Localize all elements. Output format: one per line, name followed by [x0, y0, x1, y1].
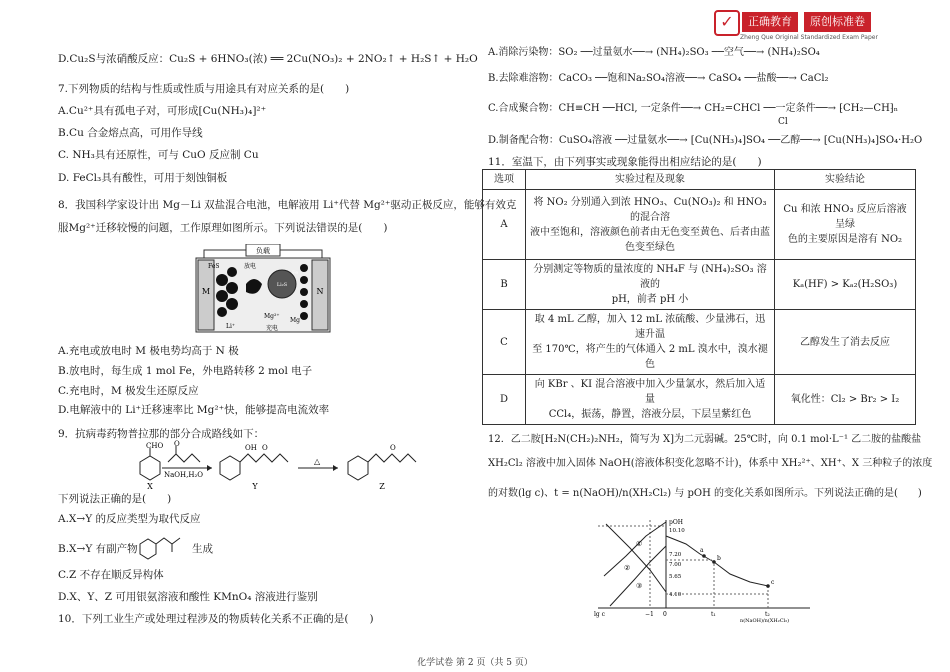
load-label: 负载 — [256, 247, 270, 255]
q9-option-d: D.X、Y、Z 可用银氨溶液和酸性 KMnO₄ 溶液进行鉴别 — [58, 591, 318, 603]
battery-diagram — [186, 244, 340, 336]
x-axis-right-label: n(NaOH)/n(XH₂Cl₂) — [740, 618, 790, 624]
conclusion-line: 色的主要原因是溶有 NO₂ — [787, 234, 903, 245]
xtick-minus1: −1 — [645, 611, 654, 618]
ytick-10-10: 10.10 — [669, 528, 685, 534]
row-process — [526, 260, 775, 310]
electrode-m-label: M — [201, 287, 211, 296]
process-line: pH，前者 pH 小 — [611, 294, 689, 305]
point-a-label: a — [700, 547, 704, 554]
q7-option-c: C. NH₃具有还原性，可与 CuO 反应制 Cu — [58, 149, 259, 161]
point-c-label: c — [771, 579, 775, 586]
x-axis-left-label: lg c — [594, 611, 606, 618]
q10-option-c-cl: Cl — [778, 117, 788, 127]
q10-stem: 10．下列工业生产或处理过程涉及的物质转化关系不正确的是( ) — [58, 613, 374, 625]
electrode-n-label: N — [316, 287, 324, 296]
q6-option-d: D.Cu₂S与浓硝酸反应：Cu₂S + 6HNO₃(浓) ══ 2Cu(NO₃)₂ + 2NO₂↑ + H₂S↑ + H₂O — [58, 53, 478, 65]
z-label: Z — [379, 482, 385, 490]
q9-stem: 9．抗病毒药物普拉那的部分合成路线如下： — [58, 428, 265, 440]
page-footer: 化学试卷 第 2 页（共 5 页） — [417, 658, 533, 668]
row-option: D — [483, 375, 526, 425]
q9-option-a: A.X→Y 的反应类型为取代反应 — [58, 513, 201, 525]
conclusion-line: Kₐ(HF) > Kₐ₂(H₂SO₃) — [792, 279, 898, 290]
synthesis-route — [120, 440, 490, 490]
q9-option-b-prefix: B.X→Y 有副产物 — [58, 543, 138, 555]
logo-subtitle: Zheng Que Original Standardized Exam Paper — [740, 34, 878, 41]
table-row — [483, 310, 916, 375]
fes-label: FeS — [208, 263, 220, 270]
row-conclusion — [775, 190, 916, 260]
li-ion-label: Li⁺ — [226, 323, 236, 330]
row-conclusion — [775, 260, 916, 310]
q8-stem-line2: 服Mg²⁺迁移较慢的问题，工作原理如图所示。下列说法错误的是( ) — [58, 222, 388, 234]
curve-1-label: ① — [636, 540, 643, 548]
xtick-0: 0 — [663, 611, 667, 618]
mg-label: Mg — [290, 317, 300, 324]
q7-option-a: A.Cu²⁺具有孤电子对，可形成[Cu(NH₃)₄]²⁺ — [58, 105, 267, 117]
o-label-y: O — [262, 444, 268, 452]
process-line: 分别测定等物质的量浓度的 NH₄F 与 (NH₄)₂SO₃ 溶液的 — [533, 264, 767, 290]
check-icon: ✓ — [714, 10, 740, 36]
header-process: 实验过程及现象 — [526, 170, 775, 190]
oh-label: OH — [245, 444, 257, 452]
byproduct-structure — [136, 530, 186, 564]
q8-option-c: C.充电时，M 极发生还原反应 — [58, 385, 199, 397]
q7-option-b: B.Cu 合金熔点高，可用作导线 — [58, 127, 203, 139]
q7-stem: 7.下列物质的结构与性质或性质与用途具有对应关系的是( ) — [58, 83, 350, 95]
process-line: 色变至绿色 — [625, 241, 675, 253]
experiment-table — [482, 169, 916, 425]
li2s-label: Li₂S — [276, 282, 288, 288]
q12-stem-line2: XH₂Cl₂ 溶液中加入固体 NaOH(溶液体积变化忽略不计)，体系中 XH₂²⁺、XH⁺、X 三种粒子的浓度 — [488, 458, 933, 469]
reaction-condition-2: △ — [314, 457, 321, 466]
table-header-row — [483, 170, 916, 190]
process-line: 至 170℃，将产生的气体通入 2 mL 溴水中，溴水褪色 — [532, 344, 768, 370]
ytick-4-10: 4.10 — [669, 592, 682, 598]
q12-stem-line1: 12．乙二胺[H₂N(CH₂)₂NH₂，简写为 X]为二元弱碱。25℃时，向 0.1 mol·L⁻¹ 乙二胺的盐酸盐 — [488, 434, 922, 445]
reaction-condition-1: NaOH,H₂O — [164, 471, 204, 479]
conclusion-line: 乙醇发生了消去反应 — [800, 336, 890, 348]
xtick-t1: t₁ — [711, 611, 716, 618]
conclusion-line: Cu 和浓 HNO₃ 反应后溶液呈绿 — [783, 204, 907, 230]
row-conclusion — [775, 375, 916, 425]
conclusion-line: 氧化性：Cl₂ > Br₂ > I₂ — [790, 394, 900, 405]
row-process — [526, 375, 775, 425]
ytick-5-65: 5.65 — [669, 574, 682, 580]
q11-stem: 11．室温下，由下列事实或现象能得出相应结论的是( ) — [488, 156, 762, 168]
header-option: 选项 — [483, 170, 526, 190]
q7-option-d: D. FeCl₃具有酸性，可用于刻蚀铜板 — [58, 172, 228, 184]
poh-graph — [590, 516, 820, 624]
y-label: Y — [252, 482, 258, 490]
table-row — [483, 190, 916, 260]
q10-option-d: D.制备配合物：CuSO₄溶液 ──过量氨水──→ [Cu(NH₃)₄]SO₄ ──乙醇──→ [Cu(NH₃)₄]SO₄·H₂O — [488, 135, 923, 146]
logo-brand: 正确教育 — [742, 12, 798, 32]
charge-label: 充电 — [266, 325, 279, 332]
logo-tag: 原创标准卷 — [804, 12, 871, 32]
y-axis-label: pOH — [669, 519, 683, 526]
o-label-reagent: O — [174, 440, 180, 448]
process-line: 取 4 mL 乙醇，加入 12 mL 浓硫酸、少量沸石，迅速升温 — [534, 314, 766, 340]
row-conclusion — [775, 310, 916, 375]
row-process — [526, 190, 775, 260]
fe-label: Fe — [292, 270, 299, 276]
curve-3-label: ③ — [636, 582, 643, 590]
q8-option-b: B.放电时，每生成 1 mol Fe，外电路转移 2 mol 电子 — [58, 365, 313, 377]
xtick-t2: t₂ — [765, 611, 770, 618]
point-b-label: b — [717, 555, 721, 562]
cho-label: CHO — [146, 442, 164, 450]
table-row — [483, 260, 916, 310]
table-row — [483, 375, 916, 425]
q8-option-a: A.充电或放电时 M 极电势均高于 N 极 — [58, 345, 239, 357]
q9-option-b-suffix: 生成 — [192, 543, 213, 555]
q9-option-c: C.Z 不存在顺反异构体 — [58, 569, 164, 581]
curve-2-label: ② — [624, 564, 631, 572]
q10-option-a: A.消除污染物：SO₂ ──过量氨水──→ (NH₄)₂SO₃ ──空气──→ (NH₄)₂SO₄ — [488, 47, 820, 58]
discharge-label: 放电 — [244, 263, 257, 270]
row-process — [526, 310, 775, 375]
ytick-7-00: 7.00 — [669, 562, 682, 568]
q10-option-b: B.去除难溶物：CaCO₃ ──饱和Na₂SO₄溶液──→ CaSO₄ ──盐酸──→ CaCl₂ — [488, 73, 829, 84]
row-option: A — [483, 190, 526, 260]
publisher-logo — [714, 8, 894, 42]
q9-question: 下列说法正确的是( ) — [58, 493, 172, 505]
process-line: CCl₄，振荡，静置，溶液分层，下层呈紫红色 — [548, 409, 752, 420]
row-option: C — [483, 310, 526, 375]
row-option: B — [483, 260, 526, 310]
q10-option-c: C.合成聚合物：CH≡CH ──HCl, 一定条件──→ CH₂=CHCl ──一定条件──→ ⁅CH₂—CH⁆ₙ — [488, 103, 899, 114]
ytick-7-20: 7.20 — [669, 552, 682, 558]
q8-stem-line1: 8．我国科学家设计出 Mg－Li 双盐混合电池，电解液用 Li⁺代替 Mg²⁺驱动正极反应，能够有效克 — [58, 199, 517, 211]
q8-option-d: D.电解液中的 Li⁺迁移速率比 Mg²⁺快，能够提高电流效率 — [58, 404, 330, 416]
header-conclusion: 实验结论 — [775, 170, 916, 190]
x-label: X — [147, 482, 153, 490]
process-line: 液中至饱和，溶液颜色前者由无色变至黄色、后者由蓝 — [530, 226, 770, 238]
process-line: 向 KBr 、KI 混合溶液中加入少量氯水，然后加入适量 — [534, 379, 766, 405]
process-line: 将 NO₂ 分别通入到浓 HNO₃、Cu(NO₃)₂ 和 HNO₃ 的混合溶 — [533, 196, 767, 223]
mg-ion-label: Mg²⁺ — [264, 313, 280, 320]
o-label-z: O — [390, 444, 396, 452]
q12-stem-line3: 的对数(lg c)、t = n(NaOH)/n(XH₂Cl₂) 与 pOH 的变化关系如图所示。下列说法正确的是( ) — [488, 488, 922, 499]
